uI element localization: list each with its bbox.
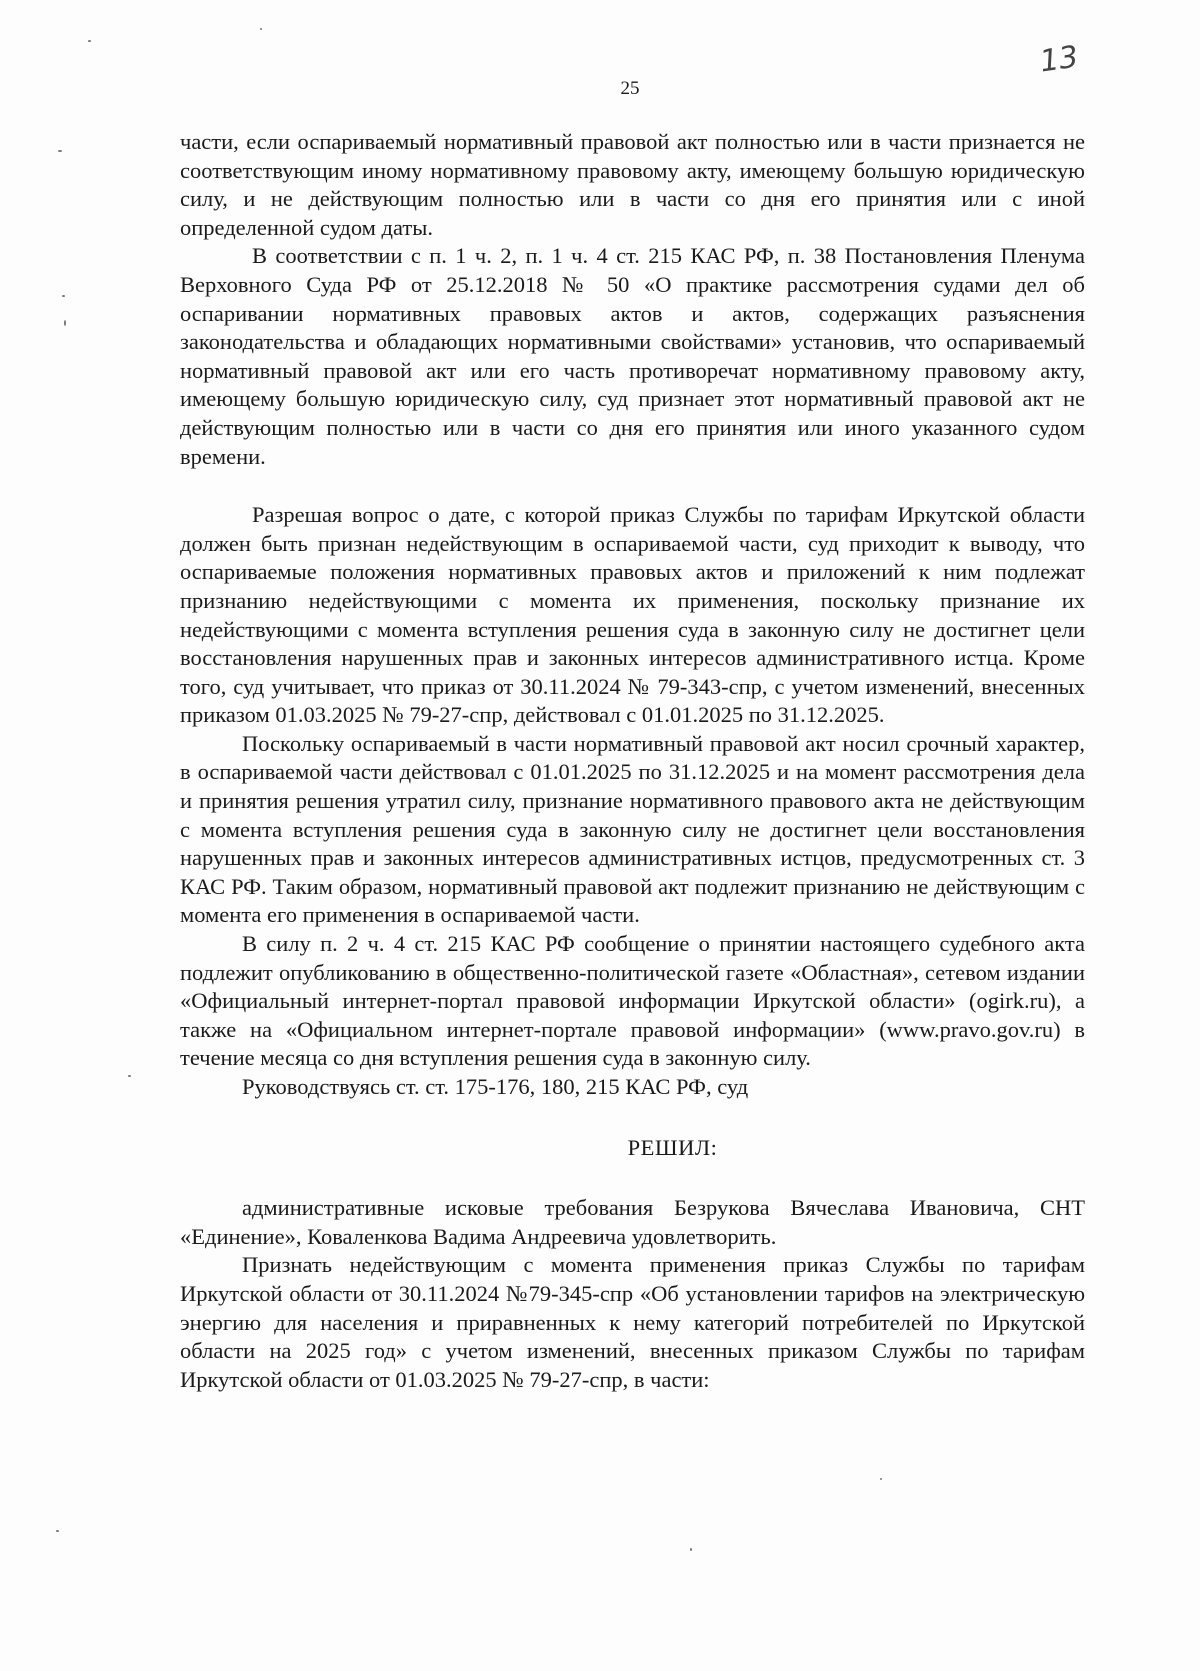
scan-speck [88,40,91,42]
decision-paragraph-claims: административные исковые требования Безрукова Вячеслава Ивановича, СНТ «Единение», Коваленкова Вадима Андреевича удовлетворить. [180,1195,1085,1249]
scan-speck [128,1075,131,1077]
paragraph-legal-basis: В соответствии с п. 1 ч. 2, п. 1 ч. 4 ст. 215 КАС РФ, п. 38 Постановления Пленума Верховного Суда РФ от 25.12.2018 № 50 «О практике рассмотрения судами дел об оспаривании нормативных правовых актов и актов, содержащих разъяснения законодательства и обладающих нормативными свойствами» установив, что оспариваемый нормативный правовой акт или его часть противоречат нормативному правовому акту, имеющему большую юридическую силу, суд признает этот нормативный правовой акт не действующим полностью или в части со дня его принятия или иного указанного судом времени. [180,243,1085,469]
paragraph-continuation: части, если оспариваемый нормативный правовой акт полностью или в части признается не соответствующим иному нормативному правовому акту, имеющему большую юридическую силу, и не действующим полностью или в части со дня его принятия или с иной определенной судом даты. [180,129,1085,240]
page-number: 25 [620,78,640,99]
scan-speck [64,320,66,326]
decision-paragraph-invalidate: Признать недействующим с момента применения приказ Службы по тарифам Иркутской области от 30.11.2024 №79-345-спр «Об установлении тарифов на электрическую энергию для населения и приравненных к нему категорий потребителей по Иркутской области на 2025 год» с учетом изменений, внесенных приказом Службы по тарифам Иркутской области от 01.03.2025 № 79-27-спр, в части: [180,1252,1085,1392]
paragraph-guided-by: Руководствуясь ст. ст. 175-176, 180, 215 КАС РФ, суд [242,1074,749,1099]
document-body [180,128,1085,1394]
scan-speck [880,1478,882,1480]
paragraph-temporary-act: Поскольку оспариваемый в части нормативный правовой акт носил срочный характер, в оспариваемой части действовал с 01.01.2025 по 31.12.2025 и на момент рассмотрения дела и принятия решения утратил силу, признание нормативного правового акта не действующим с момента вступления решения суда в законную силу не достигнет цели восстановления нарушенных прав и законных интересов административных истцов, предусмотренных ст. 3 КАС РФ. Таким образом, нормативный правовой акт подлежит признанию не действующим с момента его применения в оспариваемой части. [180,730,1085,928]
scan-speck [56,1530,59,1532]
scan-speck [690,1548,692,1551]
scan-speck [62,295,65,297]
scan-speck [260,28,262,30]
paragraph-publication: В силу п. 2 ч. 4 ст. 215 КАС РФ сообщение о принятии настоящего судебного акта подлежит опубликованию в общественно-политической газете «Областная», сетевом издании «Официальный интернет-портал правовой информации Иркутской области» (ogirk.ru), а также на «Официальном интернет-портале правовой информации» (www.pravo.gov.ru) в течение месяца со дня вступления решения суда в законную силу. [180,931,1085,1071]
handwritten-sheet-number: 13 [1037,39,1081,80]
scan-speck [58,150,62,152]
paragraph-date-question: Разрешая вопрос о дате, с которой приказ Службы по тарифам Иркутской области должен быть признан недействующим в оспариваемой части, суд приходит к выводу, что оспариваемые положения нормативных правовых актов и приложений к ним подлежат признанию недействующими с момента их применения, поскольку признание их недействующими с момента вступления решения суда в законную силу не достигнет цели восстановления нарушенных прав и законных интересов административного истца. Кроме того, суд учитывает, что приказ от 30.11.2024 № 79-343-спр, с учетом изменений, внесенных приказом 01.03.2025 № 79-27-спр, действовал с 01.01.2025 по 31.12.2025. [180,502,1085,728]
decision-heading: РЕШИЛ: [627,1134,718,1160]
